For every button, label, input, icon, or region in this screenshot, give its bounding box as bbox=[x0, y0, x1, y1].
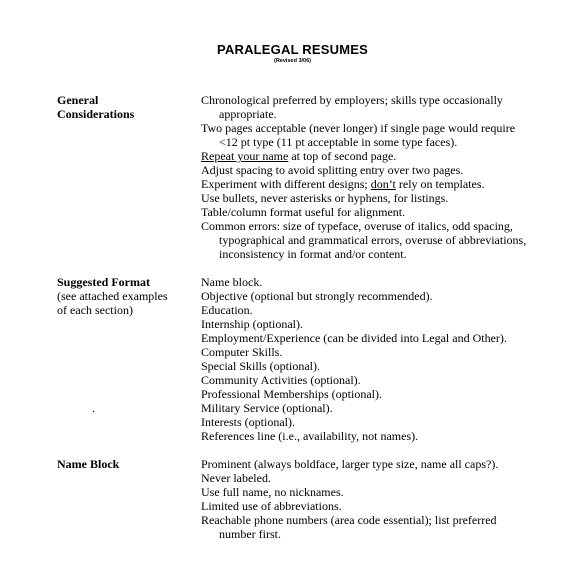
list-item: Prominent (always boldface, larger type size, name all caps?). bbox=[201, 457, 499, 471]
section-heading: Suggested Format bbox=[57, 275, 150, 289]
item-text-continued: appropriate. bbox=[219, 107, 277, 121]
list-item: Professional Memberships (optional). bbox=[201, 387, 382, 401]
list-item: Use full name, no nicknames. bbox=[201, 485, 344, 499]
section-items bbox=[201, 457, 551, 541]
section-note: (see attached examples bbox=[57, 289, 168, 303]
list-item: Special Skills (optional). bbox=[201, 359, 320, 373]
section-heading-line2: Considerations bbox=[57, 107, 135, 121]
list-item: Computer Skills. bbox=[201, 345, 283, 359]
item-text-continued: inconsistency in format and/or content. bbox=[219, 247, 407, 261]
list-item: Use bullets, never asterisks or hyphens, for listings. bbox=[201, 191, 449, 205]
item-text: Experiment with different designs; bbox=[201, 177, 371, 191]
list-item: Employment/Experience (can be divided into Legal and Other). bbox=[201, 331, 507, 345]
item-text-continued: number first. bbox=[219, 527, 281, 541]
item-text-continued: typographical and grammatical errors, overuse of abbreviations, bbox=[219, 233, 527, 247]
underlined-text: don’t bbox=[370, 177, 396, 191]
list-item: Interests (optional). bbox=[201, 415, 295, 429]
underlined-text: Repeat your name bbox=[201, 149, 289, 163]
section-label bbox=[57, 457, 197, 471]
list-item bbox=[201, 219, 551, 261]
section-note: of each section) bbox=[57, 303, 133, 317]
list-item: References line (i.e., availability, not names). bbox=[201, 429, 419, 443]
stray-mark: . bbox=[92, 401, 95, 415]
list-item: Education. bbox=[201, 303, 253, 317]
item-text-continued: <12 pt type (11 pt acceptable in some type faces). bbox=[219, 135, 458, 149]
list-item bbox=[201, 93, 551, 121]
document-title: PARALEGAL RESUMES bbox=[217, 42, 368, 57]
item-text: at top of second page. bbox=[288, 149, 397, 163]
revision-note: (Revised 3/06) bbox=[274, 58, 311, 64]
section-label bbox=[57, 93, 197, 121]
section-heading: General bbox=[57, 93, 99, 107]
list-item: Limited use of abbreviations. bbox=[201, 499, 342, 513]
list-item bbox=[201, 121, 551, 149]
list-item: Name block. bbox=[201, 275, 263, 289]
list-item: Internship (optional). bbox=[201, 317, 303, 331]
item-text: rely on templates. bbox=[395, 177, 485, 191]
list-item: Community Activities (optional). bbox=[201, 373, 361, 387]
section-items bbox=[201, 275, 551, 443]
list-item: Never labeled. bbox=[201, 471, 271, 485]
list-item: Adjust spacing to avoid splitting entry over two pages. bbox=[201, 163, 464, 177]
item-text: Two pages acceptable (never longer) if single page would require bbox=[201, 121, 516, 135]
section-items bbox=[201, 93, 551, 261]
list-item bbox=[201, 513, 551, 541]
list-item: Table/column format useful for alignment. bbox=[201, 205, 406, 219]
section-heading: Name Block bbox=[57, 457, 120, 471]
item-text: Chronological preferred by employers; skills type occasionally bbox=[201, 93, 503, 107]
list-item bbox=[201, 177, 551, 191]
list-item: Objective (optional but strongly recommended). bbox=[201, 289, 433, 303]
list-item bbox=[201, 149, 551, 163]
section-label bbox=[57, 275, 197, 317]
item-text: Common errors: size of typeface, overuse of italics, odd spacing, bbox=[201, 219, 513, 233]
list-item: Military Service (optional). bbox=[201, 401, 333, 415]
item-text: Reachable phone numbers (area code essential); list preferred bbox=[201, 513, 497, 527]
